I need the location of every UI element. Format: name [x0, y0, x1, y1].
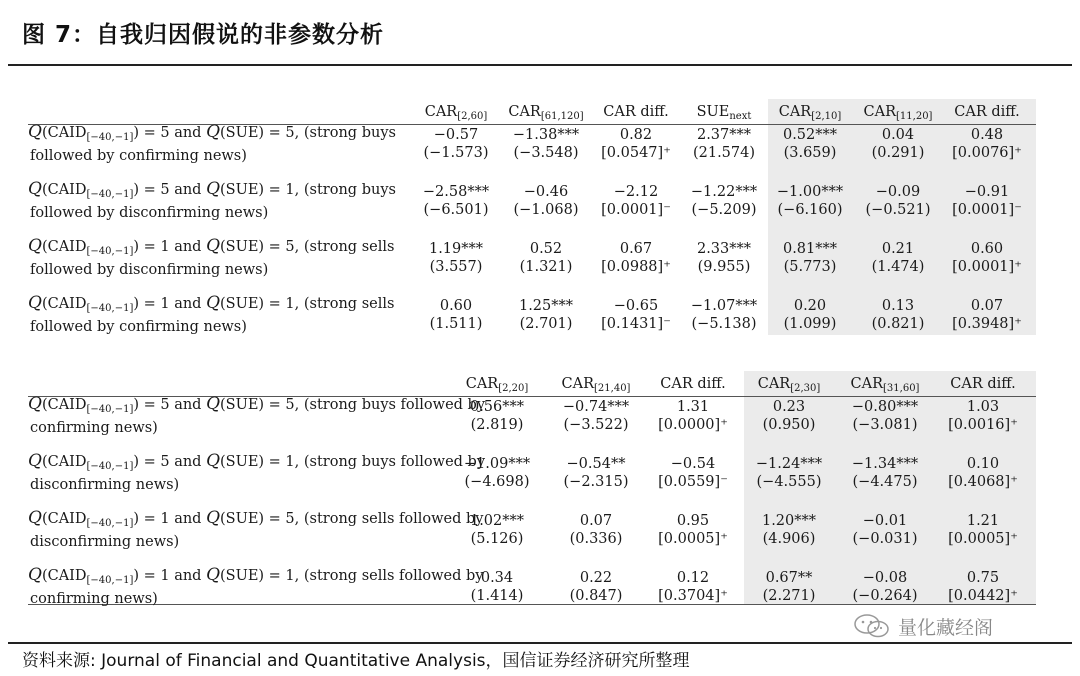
- panel1-row-label-3: $Q(CAID_{[-40,-1]}) = 1$ and Q(SUE) = 1, (strong sells followed by confirming news): [28, 293, 395, 335]
- panel2-header-3: $CAR_{[2,30]}$: [757, 376, 821, 394]
- panel2-row-3-stat-0: (1.414): [470, 588, 524, 604]
- panel1-row-2-value-1: 0.52: [529, 241, 563, 257]
- panel1-row-3-value-6: 0.07: [970, 298, 1004, 314]
- panel2-row-1-value-4: −1.34***: [851, 456, 919, 472]
- panel1-row-0-value-5: 0.04: [881, 127, 915, 143]
- panel1-header-0: $CAR_{[2,60]}$: [424, 104, 488, 122]
- panel2-row-0-value-1: −0.74***: [562, 399, 630, 415]
- panel2-row-0-value-4: −0.80***: [851, 399, 919, 415]
- panel1-row-0-value-6: 0.48: [970, 127, 1004, 143]
- panel2-row-0-stat-3: (0.950): [762, 417, 816, 433]
- panel1-row-1-value-3: −1.22***: [690, 184, 758, 200]
- panel2-row-1-value-3: −1.24***: [755, 456, 823, 472]
- panel2-row-0-stat-1: (−3.522): [563, 417, 629, 433]
- panel2-row-2-stat-3: (4.906): [762, 531, 816, 547]
- panel1-row-2-value-6: 0.60: [970, 241, 1004, 257]
- panel1-row-3-stat-2: [0.1431]⁻: [601, 316, 671, 332]
- panel1-row-3-value-2: −0.65: [613, 298, 659, 314]
- panel1-header-4: $CAR_{[2,10]}$: [778, 104, 842, 122]
- panel1-row-1-value-5: −0.09: [875, 184, 921, 200]
- panel1-row-2-value-2: 0.67: [619, 241, 653, 257]
- panel2-row-2-value-0: 1.02***: [469, 513, 525, 529]
- panel1-row-0-value-1: −1.38***: [512, 127, 580, 143]
- panel1-row-3-stat-6: [0.3948]⁺: [952, 316, 1022, 332]
- panel2-row-0-stat-4: (−3.081): [852, 417, 918, 433]
- panel2-row-3-value-2: 0.12: [676, 570, 710, 586]
- panel2-row-0-value-2: 1.31: [676, 399, 710, 415]
- panel2-header-0: $CAR_{[2,20]}$: [465, 376, 529, 394]
- panel2-row-2-stat-5: [0.0005]⁺: [948, 531, 1018, 547]
- panel1-row-2-stat-1: (1.321): [519, 259, 573, 275]
- panel1-row-2-stat-6: [0.0001]⁺: [952, 259, 1022, 275]
- panel2-row-3-value-5: 0.75: [966, 570, 1000, 586]
- panel2-row-1-value-5: 0.10: [966, 456, 1000, 472]
- panel1-row-3-stat-0: (1.511): [429, 316, 483, 332]
- panel1-row-1-stat-2: [0.0001]⁻: [601, 202, 671, 218]
- panel1-row-label-1: $Q(CAID_{[-40,-1]}) = 5$ and Q(SUE) = 1, (strong buys followed by disconfirming news): [28, 179, 396, 221]
- panel2-row-1-stat-3: (−4.555): [756, 474, 822, 490]
- top-rule: [8, 64, 1072, 66]
- panel2-row-label-2: $Q(CAID_{[-40,-1]}) = 1$ and Q(SUE) = 5, (strong sells followed by disconfirming news): [28, 508, 484, 550]
- panel2-row-2-value-3: 1.20***: [761, 513, 817, 529]
- panel1-row-0-stat-4: (3.659): [783, 145, 837, 161]
- panel2-row-2-value-4: −0.01: [862, 513, 908, 529]
- bottom-rule: [8, 642, 1072, 644]
- panel1-row-0-value-2: 0.82: [619, 127, 653, 143]
- panel2-header-1: $CAR_{[21,40]}$: [561, 376, 631, 394]
- panel1-row-label-0: $Q(CAID_{[-40,-1]}) = 5$ and Q(SUE) = 5, (strong buys followed by confirming news): [28, 122, 396, 164]
- source-note: 资料来源: Journal of Financial and Quantitative Analysis，国信证券经济研究所整理: [22, 651, 690, 671]
- panel1-row-0-stat-3: (21.574): [692, 145, 756, 161]
- panel2-row-1-value-1: −0.54**: [566, 456, 626, 472]
- panel2-row-3-stat-2: [0.3704]⁺: [658, 588, 728, 604]
- panel1-header-6: CAR diff.: [954, 104, 1020, 120]
- panel2-row-3-value-1: 0.22: [579, 570, 613, 586]
- panel1-row-0-stat-1: (−3.548): [513, 145, 579, 161]
- panel1-header-3: $SUE_{next}$: [696, 104, 752, 122]
- panel2-row-1-stat-1: (−2.315): [563, 474, 629, 490]
- panel1-row-0-stat-0: (−1.573): [423, 145, 489, 161]
- panel2-row-3-stat-5: [0.0442]⁺: [948, 588, 1018, 604]
- panel1-row-1-value-4: −1.00***: [776, 184, 844, 200]
- panel2-row-2-stat-0: (5.126): [470, 531, 524, 547]
- panel1-row-1-stat-6: [0.0001]⁻: [952, 202, 1022, 218]
- panel2-row-0-stat-0: (2.819): [470, 417, 524, 433]
- panel2-row-3-stat-3: (2.271): [762, 588, 816, 604]
- panel1-row-3-value-3: −1.07***: [690, 298, 758, 314]
- panel2-header-4: $CAR_{[31,60]}$: [850, 376, 920, 394]
- panel1-row-3-value-5: 0.13: [881, 298, 915, 314]
- panel1-row-3-value-0: 0.60: [439, 298, 473, 314]
- panel1-row-2-value-3: 2.33***: [696, 241, 752, 257]
- wechat-icon: [852, 612, 892, 640]
- panel1-row-1-stat-5: (−0.521): [865, 202, 931, 218]
- panel2-row-2-value-5: 1.21: [966, 513, 1000, 529]
- panel1-row-1-value-2: −2.12: [613, 184, 659, 200]
- panel1-row-0-stat-2: [0.0547]⁺: [601, 145, 671, 161]
- panel1-row-1-stat-1: (−1.068): [513, 202, 579, 218]
- panel2-row-1-stat-4: (−4.475): [852, 474, 918, 490]
- panel2-row-3-stat-4: (−0.264): [852, 588, 918, 604]
- panel2-row-label-1: $Q(CAID_{[-40,-1]}) = 5$ and Q(SUE) = 1, (strong buys followed by disconfirming news): [28, 451, 486, 493]
- panel1-row-1-stat-0: (−6.501): [423, 202, 489, 218]
- watermark: [852, 612, 993, 640]
- panel2-row-label-0: $Q(CAID_{[-40,-1]}) = 5$ and Q(SUE) = 5, (strong buys followed by confirming news): [28, 394, 486, 436]
- panel1-header-5: $CAR_{[11,20]}$: [863, 104, 933, 122]
- panel1-header-2: CAR diff.: [603, 104, 669, 120]
- panel2-row-1-value-2: −0.54: [670, 456, 716, 472]
- panel2-header-2: CAR diff.: [660, 376, 726, 392]
- panel2-row-2-stat-2: [0.0005]⁺: [658, 531, 728, 547]
- panel1-row-label-2: $Q(CAID_{[-40,-1]}) = 1$ and Q(SUE) = 5, (strong sells followed by disconfirming news): [28, 236, 395, 278]
- panel2-row-2-value-1: 0.07: [579, 513, 613, 529]
- panel1-row-2-value-4: 0.81***: [782, 241, 838, 257]
- panel1-row-0-stat-5: (0.291): [871, 145, 925, 161]
- panel2-row-2-stat-1: (0.336): [569, 531, 623, 547]
- panel1-row-2-value-5: 0.21: [881, 241, 915, 257]
- panel2-header-5: CAR diff.: [950, 376, 1016, 392]
- panel1-row-2-stat-4: (5.773): [783, 259, 837, 275]
- panel2-row-1-value-0: −1.09***: [463, 456, 531, 472]
- panel1-row-3-value-4: 0.20: [793, 298, 827, 314]
- panel1-row-0-value-3: 2.37***: [696, 127, 752, 143]
- panel1-row-2-stat-0: (3.557): [429, 259, 483, 275]
- panel1-row-0-value-4: 0.52***: [782, 127, 838, 143]
- panel1-row-2-stat-2: [0.0988]⁺: [601, 259, 671, 275]
- panel1-row-0-value-0: −0.57: [433, 127, 479, 143]
- panel2-row-label-3: $Q(CAID_{[-40,-1]}) = 1$ and Q(SUE) = 1, (strong sells followed by confirming news): [28, 565, 484, 607]
- panel1-row-2-stat-3: (9.955): [697, 259, 751, 275]
- panel1-row-0-stat-6: [0.0076]⁺: [952, 145, 1022, 161]
- panel1-row-3-stat-5: (0.821): [871, 316, 925, 332]
- panel1-row-1-value-6: −0.91: [964, 184, 1010, 200]
- panel1-row-2-stat-5: (1.474): [871, 259, 925, 275]
- panel1-row-3-stat-1: (2.701): [519, 316, 573, 332]
- panel1-header-1: $CAR_{[61,120]}$: [508, 104, 584, 122]
- panel2-row-0-value-3: 0.23: [772, 399, 806, 415]
- figure-title: 图 7：自我归因假说的非参数分析: [22, 22, 385, 48]
- panel2-row-1-stat-0: (−4.698): [464, 474, 530, 490]
- panel2-row-0-value-0: 0.56***: [469, 399, 525, 415]
- panel1-row-1-value-0: −2.58***: [422, 184, 490, 200]
- panel2-row-0-stat-2: [0.0000]⁺: [658, 417, 728, 433]
- panel1-row-1-stat-3: (−5.209): [691, 202, 757, 218]
- panel1-row-1-value-1: −0.46: [523, 184, 569, 200]
- panel2-row-3-value-0: 0.34: [480, 570, 514, 586]
- panel2-row-3-value-4: −0.08: [862, 570, 908, 586]
- panel2-row-0-stat-5: [0.0016]⁺: [948, 417, 1018, 433]
- panel2-row-1-stat-2: [0.0559]⁻: [658, 474, 728, 490]
- panel2-row-1-stat-5: [0.4068]⁺: [948, 474, 1018, 490]
- panel1-row-3-stat-4: (1.099): [783, 316, 837, 332]
- panel1-row-2-value-0: 1.19***: [428, 241, 484, 257]
- panel1-row-3-stat-3: (−5.138): [691, 316, 757, 332]
- panel2-row-3-value-3: 0.67**: [765, 570, 813, 586]
- panel2-row-2-value-2: 0.95: [676, 513, 710, 529]
- watermark-text: 量化藏经阁: [898, 616, 994, 639]
- panel2-row-3-stat-1: (0.847): [569, 588, 623, 604]
- panel2-row-0-value-5: 1.03: [966, 399, 1000, 415]
- panel2-row-2-stat-4: (−0.031): [852, 531, 918, 547]
- panel1-row-3-value-1: 1.25***: [518, 298, 574, 314]
- panel1-row-1-stat-4: (−6.160): [777, 202, 843, 218]
